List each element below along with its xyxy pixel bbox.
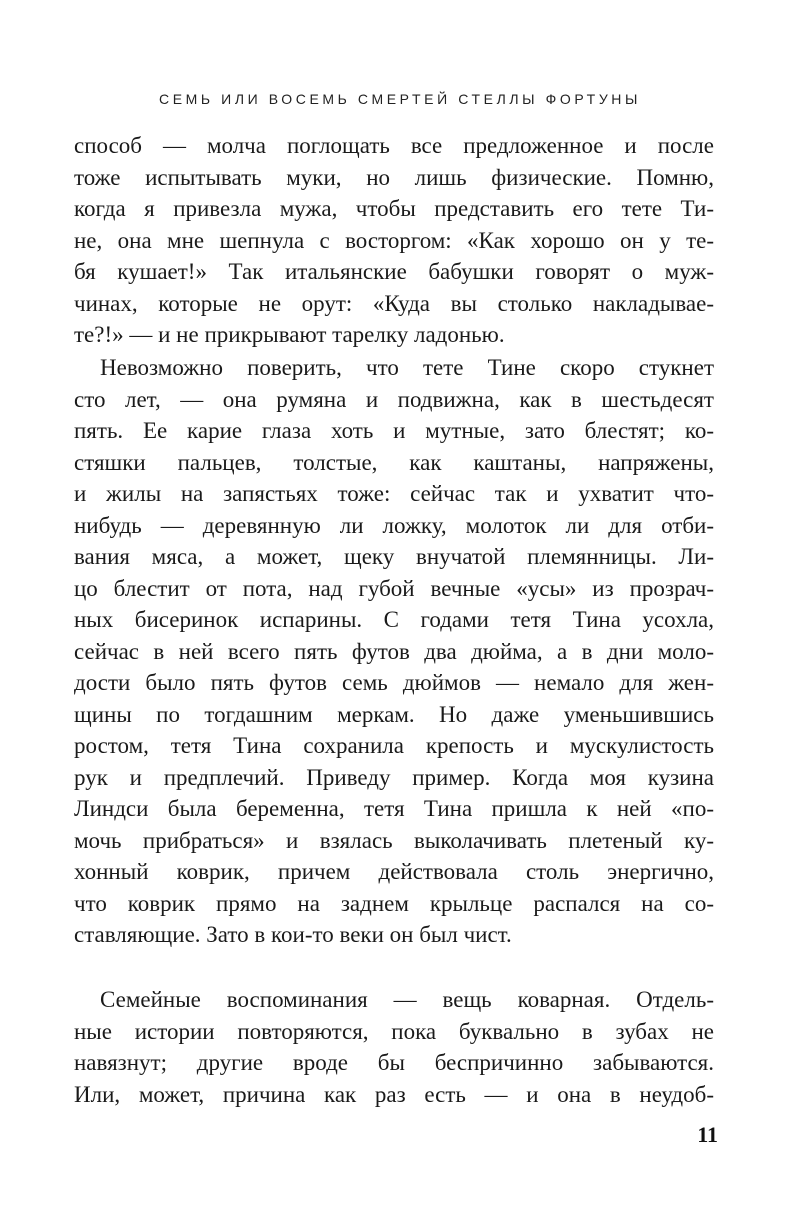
text-line: сейчас в ней всего пять футов два дюйма, а в дни моло- bbox=[74, 638, 714, 664]
text-line: ростом, тетя Тина сохранила крепость и мускулистость bbox=[74, 733, 714, 758]
text-line: тоже испытывать муки, но лишь физические. Помню, bbox=[74, 164, 714, 190]
text-line: нибудь — деревянную ли ложку, молоток ли для отби- bbox=[74, 512, 714, 538]
text-line: стяшки пальцев, толстые, как каштаны, напряжены, bbox=[74, 449, 714, 475]
text-line: Линдси была беременна, тетя Тина пришла к ней «по- bbox=[74, 796, 714, 821]
text-line: мочь прибраться» и взялась выколачивать плетеный ку- bbox=[74, 827, 714, 853]
text-line: чинах, которые не орут: «Куда вы столько накладывае- bbox=[74, 290, 714, 316]
text-line: Семейные воспоминания — вещь коварная. Отдель- bbox=[100, 987, 714, 1012]
text-line: хонный коврик, причем действовала столь энергично, bbox=[74, 859, 714, 884]
text-line: щины по тогдашним меркам. Но даже уменьшившись bbox=[74, 701, 714, 727]
paragraph-2 bbox=[74, 352, 714, 951]
text-line: не, она мне шепнула с восторгом: «Как хорошо он у те- bbox=[74, 227, 714, 253]
running-header: СЕМЬ ИЛИ ВОСЕМЬ СМЕРТЕЙ СТЕЛЛЫ ФОРТУНЫ bbox=[158, 91, 642, 107]
text-line: и жилы на запястьях тоже: сейчас так и ухватит что- bbox=[74, 481, 714, 506]
text-line: цо блестит от пота, над губой вечные «усы» из прозрач- bbox=[74, 575, 714, 601]
text-line: способ — молча поглощать все предложенное и после bbox=[74, 133, 714, 158]
text-line: вания мяса, а может, щеку внучатой племянницы. Ли- bbox=[74, 544, 714, 569]
text-line: что коврик прямо на заднем крыльце распался на со- bbox=[74, 890, 714, 916]
paragraph-3 bbox=[74, 984, 714, 1110]
text-line: Или, может, причина как раз есть — и она в неудоб- bbox=[74, 1081, 714, 1107]
text-line: Невозможно поверить, что тете Тине скоро стукнет bbox=[100, 355, 714, 380]
text-line: ставляющие. Зато в кои-то веки он был чист. bbox=[74, 922, 512, 947]
text-line: пять. Ее карие глаза хоть и мутные, зато блестят; ко- bbox=[74, 418, 714, 443]
text-line: ные истории повторяются, пока буквально в зубах не bbox=[74, 1018, 714, 1044]
text-line: бя кушает!» Так итальянские бабушки говорят о муж- bbox=[74, 259, 714, 284]
page-number: 11 bbox=[697, 1122, 718, 1147]
text-line: сто лет, — она румяна и подвижна, как в шестьдесят bbox=[74, 386, 714, 412]
text-line: те?!» — и не прикрывают тарелку ладонью. bbox=[74, 322, 505, 347]
text-line: когда я привезла мужа, чтобы представить его тете Ти- bbox=[74, 196, 714, 221]
text-line: рук и предплечий. Приведу пример. Когда моя кузина bbox=[74, 764, 714, 790]
text-line: ных бисеринок испарины. С годами тетя Тина усохла, bbox=[74, 607, 714, 632]
text-line: навязнут; другие вроде бы беспричинно забываются. bbox=[74, 1050, 714, 1075]
text-line: дости было пять футов семь дюймов — немало для жен- bbox=[74, 670, 714, 695]
paragraph-1 bbox=[74, 130, 714, 351]
